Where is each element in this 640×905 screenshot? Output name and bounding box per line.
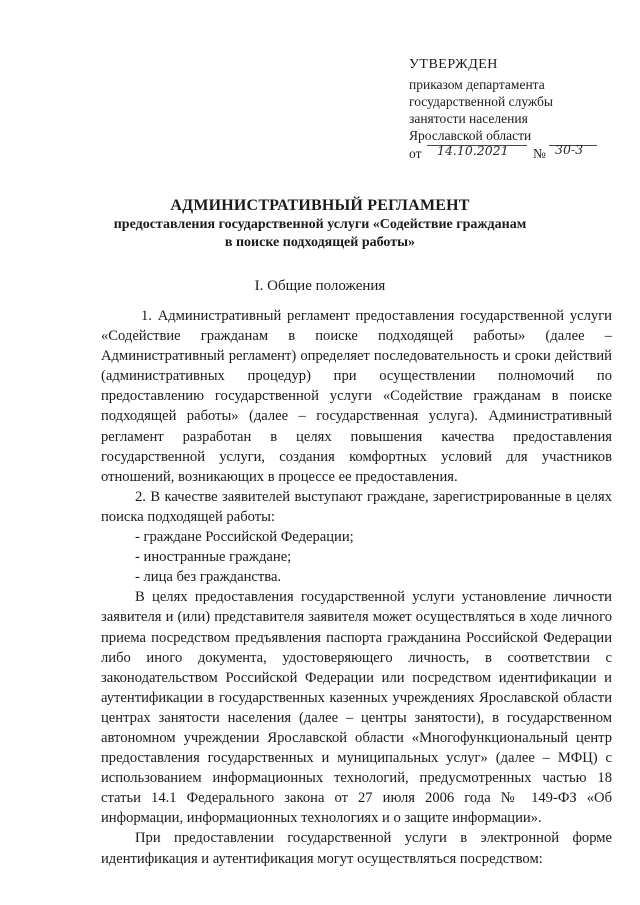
title-main: АДМИНИСТРАТИВНЫЙ РЕГЛАМЕНТ [170, 197, 470, 214]
title-subtitle-line: предоставления государственной услуги «Содействие гражданам [113, 217, 527, 232]
number-prefix: № [533, 146, 546, 161]
approval-line: занятости населения [409, 111, 528, 126]
approval-stamp [409, 56, 609, 165]
paragraph-2: 2. В качестве заявителей выступают граждане, зарегистрированные в целях поиска подходящей работы: [101, 488, 612, 525]
list-item: - иностранные граждане; [135, 549, 292, 566]
approval-line: приказом департамента [409, 77, 545, 92]
list-item: - лица без гражданства. [135, 569, 282, 586]
section-heading: I. Общие положения [254, 278, 386, 294]
approval-line: Ярославской области [409, 128, 532, 143]
approval-heading: УТВЕРЖДЕН [409, 57, 498, 72]
paragraph-3: В целях предоставления государственной услуги установление личности заявителя и (или) представителя заявителя может осуществляться в ходе личного приема посредством предъявления паспорта гражданина Российской Федерации либо иного документа, удостоверяющего личность, в соответствии с законодательством Российской Федерации или посредством идентификации и аутентификации в государственных казенных учреждениях Ярославской области центрах занятости населения (далее – центры занятости), в государственном автономном учреждении Ярославской области «Многофункциональный центр предоставления государственных и муниципальных услуг» (далее – МФЦ) с использованием информационных технологий, предусмотренных частью 18 статьи 14.1 Федерального закона от 27 июля 2006 года № 149-ФЗ «Об информации, информационных технологиях и о защите информации». [101, 589, 612, 827]
date-prefix: от [409, 146, 422, 161]
title-subtitle-line: в поиске подходящей работы» [224, 235, 416, 250]
list-item: - граждане Российской Федерации; [135, 529, 354, 546]
paragraph-1: 1. Административный регламент предоставления государственной услуги «Содействие гражданам в поиске подходящей работы» (далее – Административный регламент) определяет последовательность и сроки действий (административных процедур) при осуществлении полномочий по предоставлению государственной услуги «Содействие гражданам в поиске подходящей работы» (далее – государственная услуга). Административный регламент разработан в целях повышения качества предоставления государственной услуги, создания комфортных условий для участников отношений, возникающих в процессе ее предоставления. [101, 308, 612, 485]
date-handwritten: 14.10.2021 [437, 143, 509, 158]
document-body [101, 306, 612, 869]
number-handwritten: 30-3 [555, 142, 584, 157]
paragraph-4: При предоставлении государственной услуги в электронной форме идентификация и аутентификация могут осуществляться посредством: [101, 830, 612, 867]
approval-date-row [409, 142, 609, 165]
document-title [100, 196, 540, 252]
approval-line: государственной службы [409, 94, 553, 109]
